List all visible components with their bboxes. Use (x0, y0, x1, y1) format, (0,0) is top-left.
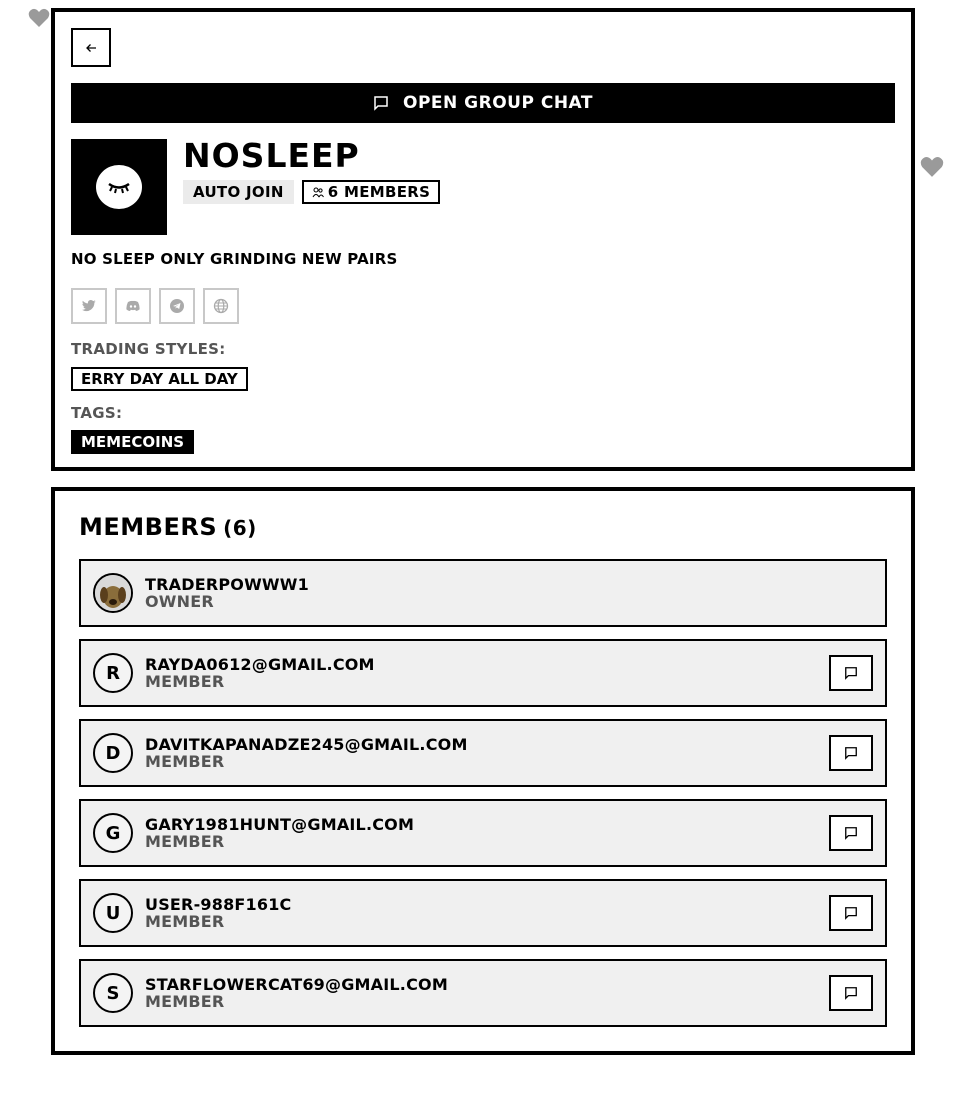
message-square-icon (844, 906, 858, 920)
member-name: STARFLOWERCAT69@GMAIL.COM (145, 975, 448, 994)
group-details-card (51, 8, 915, 471)
message-square-icon (844, 746, 858, 760)
website-link[interactable] (203, 288, 239, 324)
members-count-badge (302, 180, 441, 204)
social-links (71, 288, 239, 324)
auto-join-badge (183, 180, 294, 204)
message-member-button[interactable] (829, 975, 873, 1011)
member-row[interactable] (79, 559, 887, 627)
group-description: NO SLEEP ONLY GRINDING NEW PAIRS (71, 250, 398, 268)
twitter-link[interactable] (71, 288, 107, 324)
twitter-icon (81, 298, 97, 314)
member-row[interactable] (79, 879, 887, 947)
message-member-button[interactable] (829, 895, 873, 931)
group-avatar (71, 139, 167, 235)
group-name: NOSLEEP (183, 136, 360, 175)
telegram-link[interactable] (159, 288, 195, 324)
member-role: OWNER (145, 592, 214, 611)
members-heading (79, 513, 257, 541)
member-name: TRADERPOWWW1 (145, 575, 309, 594)
dog-avatar-icon (95, 575, 131, 611)
message-member-button[interactable] (829, 815, 873, 851)
member-row[interactable] (79, 799, 887, 867)
telegram-icon (169, 298, 185, 314)
message-member-button[interactable] (829, 735, 873, 771)
member-initial-avatar: D (93, 733, 133, 773)
member-row[interactable] (79, 959, 887, 1027)
trading-styles-label: TRADING STYLES: (71, 340, 226, 358)
group-badges (183, 180, 440, 204)
member-initial-avatar: R (93, 653, 133, 693)
member-role: MEMBER (145, 912, 225, 931)
member-name: GARY1981HUNT@GMAIL.COM (145, 815, 415, 834)
trading-style-chip: ERRY DAY ALL DAY (71, 367, 248, 391)
message-member-button[interactable] (829, 655, 873, 691)
message-square-icon (844, 666, 858, 680)
tags-label: TAGS: (71, 404, 123, 422)
users-icon (312, 186, 324, 198)
pixel-heart-icon (28, 8, 50, 28)
member-name: RAYDA0612@GMAIL.COM (145, 655, 375, 674)
auto-join-label: AUTO JOIN (193, 183, 284, 201)
open-group-chat-label: OPEN GROUP CHAT (403, 93, 593, 113)
discord-link[interactable] (115, 288, 151, 324)
members-card (51, 487, 915, 1055)
sleeping-face-icon (96, 165, 142, 209)
member-initial-avatar: G (93, 813, 133, 853)
members-count: (6) (223, 516, 257, 540)
member-role: MEMBER (145, 752, 225, 771)
message-square-icon (844, 826, 858, 840)
member-initial-avatar: S (93, 973, 133, 1013)
open-group-chat-button[interactable] (71, 83, 895, 123)
member-name: USER-988F161C (145, 895, 292, 914)
arrow-left-icon (85, 42, 97, 54)
owner-avatar (93, 573, 133, 613)
members-title: MEMBERS (79, 513, 218, 541)
tag-chip: MEMECOINS (71, 430, 194, 454)
discord-icon (125, 298, 141, 314)
members-count-label: 6 MEMBERS (327, 183, 431, 201)
member-role: MEMBER (145, 992, 225, 1011)
member-role: MEMBER (145, 672, 225, 691)
member-row[interactable] (79, 639, 887, 707)
globe-icon (213, 298, 229, 314)
message-square-icon (373, 95, 389, 111)
back-button[interactable] (71, 28, 111, 67)
message-square-icon (844, 986, 858, 1000)
member-initial-avatar: U (93, 893, 133, 933)
member-row[interactable] (79, 719, 887, 787)
member-role: MEMBER (145, 832, 225, 851)
pixel-heart-icon (920, 156, 944, 178)
member-list (79, 559, 887, 1039)
member-name: DAVITKAPANADZE245@GMAIL.COM (145, 735, 468, 754)
